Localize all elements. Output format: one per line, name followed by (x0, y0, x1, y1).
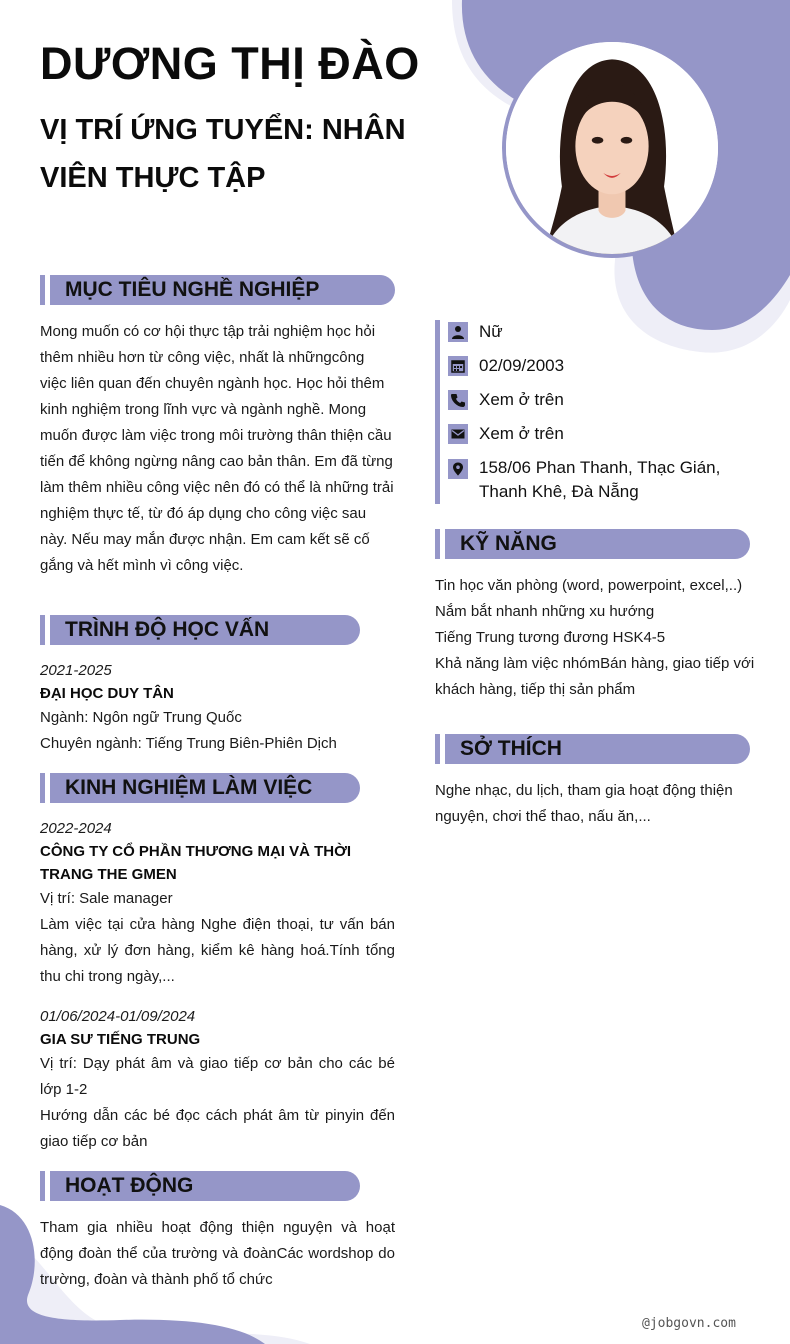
objective-heading (40, 275, 395, 305)
candidate-name: DƯƠNG THỊ ĐÀO (40, 38, 420, 89)
hobbies-text: Nghe nhạc, du lịch, tham gia hoạt động thiện nguyện, chơi thể thao, nấu ăn,... (435, 782, 733, 825)
objective-heading-label: MỤC TIÊU NGHỀ NGHIỆP (50, 275, 395, 305)
experience-description: Làm việc tại cửa hàng Nghe điện thoại, tư vấn bán hàng, xử lý đơn hàng, kiểm kê hàng hoá.Tính tổng thu chi trong ngày,... (40, 916, 395, 985)
gender-value: Nữ (479, 322, 503, 341)
location-icon (448, 459, 468, 479)
experience-heading-label: KINH NGHIỆM LÀM VIỆC (50, 773, 360, 803)
education-period: 2021-2025 (40, 662, 112, 679)
experience-period: 2022-2024 (40, 820, 112, 837)
skills-list (435, 573, 755, 703)
company-name: GIA SƯ TIẾNG TRUNG (40, 1031, 201, 1048)
education-heading-label: TRÌNH ĐỘ HỌC VẤN (50, 615, 360, 645)
experience-heading (40, 773, 360, 803)
experience-entry (40, 817, 395, 990)
contact-phone (448, 388, 755, 412)
contact-birthday (448, 354, 755, 378)
email-value: Xem ở trên (479, 424, 564, 443)
mail-icon (448, 424, 468, 444)
school-name: ĐẠI HỌC DUY TÂN (40, 685, 174, 702)
watermark: @jobgovn.com (642, 1316, 736, 1331)
contact-info (435, 320, 755, 504)
hobbies-heading-label: SỞ THÍCH (445, 734, 750, 764)
phone-value: Xem ở trên (479, 390, 564, 409)
contact-email (448, 422, 755, 446)
skills-heading-label: KỸ NĂNG (445, 529, 750, 559)
skill-item: Nắm bắt nhanh những xu hướng (435, 603, 655, 620)
objective-text: Mong muốn có cơ hội thực tập trải nghiệm học hỏi thêm nhiều hơn từ công việc, nhất là nhữngcông việc liên quan đến chuyên ngành học. Học hỏi thêm kinh nghiệm trong lĩnh vực và ngành nghề. Mong muốn được làm việc trong môi trường thân thiện cầu tiến để không ngừng nâng cao bản thân. Em đã từng làm thêm nhiều công việc nên đó có thể là những trải nghiệm thực tế, từ đó áp dụng cho công việc sau này. Nếu may mắn được nhận. Em cam kết sẽ cố gắng và hết mình vì công việc. (40, 323, 394, 574)
activities-heading-label: HOẠT ĐỘNG (50, 1171, 360, 1201)
address-value: 158/06 Phan Thanh, Thạc Gián, Thanh Khê, Đà Nẵng (479, 458, 721, 501)
profile-photo (502, 38, 722, 258)
phone-icon (448, 390, 468, 410)
experience-role: Vị trí: Dạy phát âm và giao tiếp cơ bản cho các bé lớp 1-2 (40, 1055, 395, 1098)
applied-position: VỊ TRÍ ỨNG TUYỂN: NHÂN VIÊN THỰC TẬP (40, 114, 406, 194)
calendar-icon (448, 356, 468, 376)
experience-period: 01/06/2024-01/09/2024 (40, 1008, 196, 1025)
education-major: Ngành: Ngôn ngữ Trung Quốc (40, 709, 242, 726)
experience-role: Vị trí: Sale manager (40, 890, 173, 907)
skills-heading (435, 529, 750, 559)
education-specialization: Chuyên ngành: Tiếng Trung Biên-Phiên Dịch (40, 735, 337, 752)
education-heading (40, 615, 360, 645)
experience-description: Hướng dẫn các bé đọc cách phát âm từ pinyin đến giao tiếp cơ bản (40, 1107, 395, 1150)
experience-entry (40, 1005, 395, 1155)
skill-item: Khả năng làm việc nhómBán hàng, giao tiếp với khách hàng, tiếp thị sản phẩm (435, 655, 755, 698)
birthday-value: 02/09/2003 (479, 356, 565, 375)
activities-heading (40, 1171, 360, 1201)
contact-gender (448, 320, 755, 344)
person-icon (448, 322, 468, 342)
hobbies-heading (435, 734, 750, 764)
skill-item: Tiếng Trung tương đương HSK4-5 (435, 629, 666, 646)
activities-text: Tham gia nhiều hoạt động thiện nguyện và hoạt động đoàn thể của trường và đoànCác wordshop do trường, đoàn và thành phố tổ chức (40, 1219, 395, 1288)
education-entry (40, 659, 395, 757)
contact-address (448, 456, 755, 504)
skill-item: Tin học văn phòng (word, powerpoint, excel,..) (435, 577, 743, 594)
company-name: CÔNG TY CỔ PHẦN THƯƠNG MẠI VÀ THỜI TRANG THE GMEN (40, 843, 352, 883)
